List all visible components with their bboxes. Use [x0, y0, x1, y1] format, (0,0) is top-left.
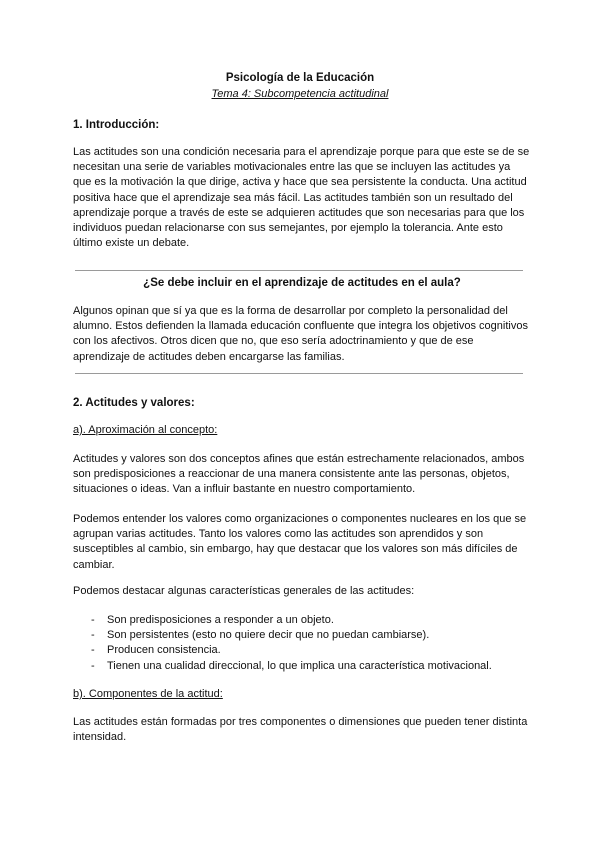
box-top-rule — [75, 270, 523, 271]
section-1-paragraph: Las actitudes son una condición necesaria para el aprendizaje porque para que este se de se necesitan una serie de variables motivacionales entre las que se incluyen las actitudes ya que es la motivación la que dirige, activa y hace que sea persistente la conducta. Una actitud positiva hace que el aprendizaje sea más fácil. Las actitudes también son un resultado del aprendizaje porque a través de este se adquieren actitudes que son necesarias para que los individuos puedan relacionarse con sus semejantes, por ejemplo la tolerancia. Ante esto último existe un debate. — [73, 146, 530, 250]
box-paragraph: Algunos opinan que sí ya que es la forma de desarrollar por completo la personalidad del alumno. Estos defienden la llamada educación confluente que integra los objetivos cognitivos con los afectivos. Otros dicen que no, que eso sería adoctrinamiento y que de ese aprendizaje de actitudes deben encargarse las familias. — [73, 305, 528, 363]
section-2-paragraph-4: Las actitudes están formadas por tres componentes o dimensiones que pueden tener distinta intensidad. — [73, 716, 528, 744]
list-item: - Producen consistencia. — [73, 643, 531, 658]
characteristics-list — [73, 613, 531, 674]
list-item: - Tienen una cualidad direccional, lo que implica una característica motivacional. — [73, 659, 531, 674]
subsection-a-heading: a). Aproximación al concepto: — [73, 424, 218, 436]
document-subtitle: Tema 4: Subcompetencia actitudinal — [211, 88, 389, 100]
section-1-heading: 1. Introducción: — [73, 119, 160, 131]
box-bottom-rule — [75, 373, 523, 374]
list-item: - Son persistentes (esto no quiere decir que no puedan cambiarse). — [73, 628, 531, 643]
section-2-paragraph-1: Actitudes y valores son dos conceptos afines que están estrechamente relacionados, ambos son predisposiciones a reaccionar de una manera consistente ante las personas, objetos, situaciones o ideas. Van a influir bastante en nuestro comportamiento. — [73, 453, 525, 496]
box-question: ¿Se debe incluir en el aprendizaje de actitudes en el aula? — [143, 277, 461, 289]
document-title: Psicología de la Educación — [225, 72, 375, 84]
section-2-heading: 2. Actitudes y valores: — [73, 397, 195, 409]
subsection-b-heading: b). Componentes de la actitud: — [73, 688, 223, 700]
section-2-paragraph-2: Podemos entender los valores como organizaciones o componentes nucleares en los que se agrupan varias actitudes. Tanto los valores como las actitudes son aprendidos y son susceptibles al cambio, sin embargo, hay que destacar que los valores son más difíciles de cambiar. — [73, 513, 527, 571]
section-2-paragraph-3: Podemos destacar algunas características generales de las actitudes: — [73, 585, 415, 597]
list-item: - Son predisposiciones a responder a un objeto. — [73, 613, 531, 628]
